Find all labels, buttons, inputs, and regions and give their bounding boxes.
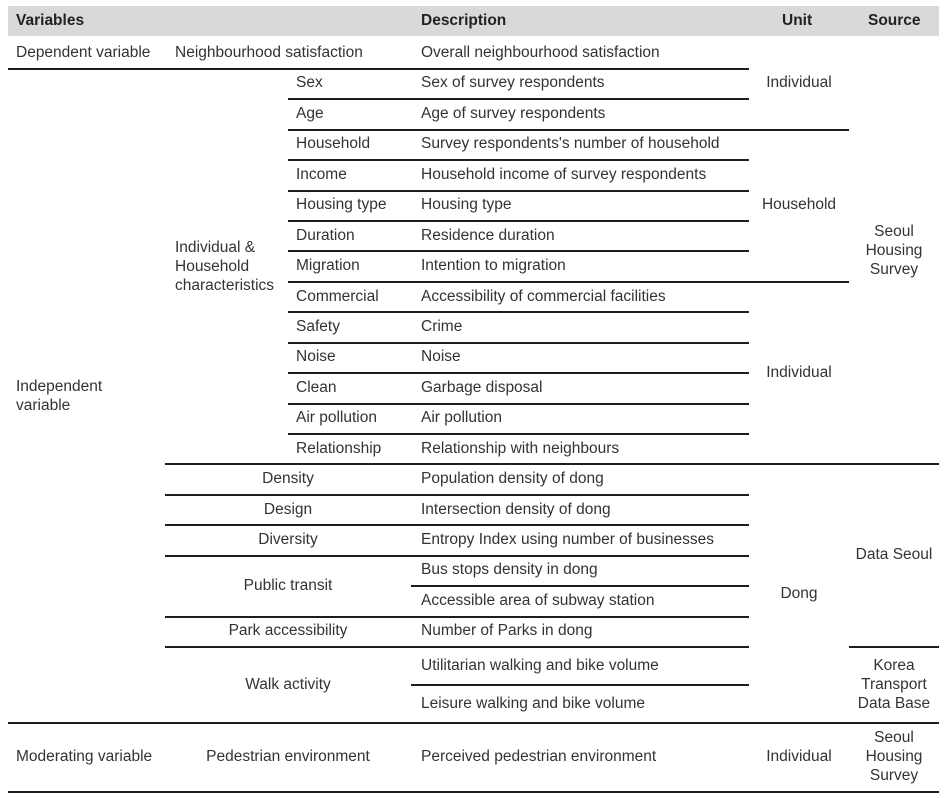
rule-line: [288, 311, 749, 313]
rule-line: [288, 403, 749, 405]
source-data-seoul: Data Seoul: [855, 546, 933, 563]
var-age: Age: [296, 105, 324, 122]
var-park-accessibility: Park accessibility: [228, 622, 348, 639]
rule-line: [8, 68, 749, 70]
var-housing-type: Housing type: [296, 196, 387, 213]
var-design: Design: [263, 501, 313, 518]
var-safety: Safety: [296, 318, 340, 335]
desc-air-pollution: Air pollution: [421, 409, 502, 426]
group-independent: Independent variable: [16, 378, 103, 414]
desc-noise: Noise: [421, 348, 461, 365]
source-line: Housing: [865, 748, 923, 765]
source-line: Survey: [869, 261, 919, 278]
desc-safety: Crime: [421, 318, 463, 335]
desc-commercial: Accessibility of commercial facilities: [421, 288, 666, 305]
var-income: Income: [296, 166, 347, 183]
var-air-pollution: Air pollution: [296, 409, 377, 426]
rule-line: [849, 646, 939, 648]
rule-line: [288, 190, 749, 192]
rule-line: [288, 159, 749, 161]
rule-line: [165, 555, 749, 557]
source-seoul-housing-top: [849, 222, 939, 279]
rule-line: [288, 98, 749, 100]
var-pedestrian-environment: Pedestrian environment: [206, 748, 370, 765]
source-line: Data Base: [857, 695, 931, 712]
var-migration: Migration: [296, 257, 360, 274]
group-moderating: Moderating variable: [16, 748, 153, 765]
unit-individual-mid: Individual: [766, 364, 832, 381]
desc-parks: Number of Parks in dong: [421, 622, 593, 639]
header-unit: Unit: [782, 12, 813, 29]
desc-diversity: Entropy Index using number of businesses: [421, 531, 714, 548]
source-line: Housing: [865, 242, 923, 259]
rule-line: [165, 616, 749, 618]
rule-line: [288, 129, 849, 131]
source-seoul-housing-bottom: [849, 728, 939, 785]
group-individual-household: Individual & Household characteristics: [175, 239, 275, 294]
var-public-transit: Public transit: [243, 577, 333, 594]
unit-individual-bottom: Individual: [766, 748, 832, 765]
rule-line: [288, 220, 749, 222]
desc-utilitarian-walk: Utilitarian walking and bike volume: [421, 657, 659, 674]
desc-income: Household income of survey respondents: [421, 166, 707, 183]
source-korea-transport: [849, 656, 939, 713]
var-clean: Clean: [296, 379, 337, 396]
desc-neighbourhood-satisfaction: Overall neighbourhood satisfaction: [421, 44, 660, 61]
var-diversity: Diversity: [258, 531, 318, 548]
rule-line: [165, 524, 749, 526]
header-variables: Variables: [16, 12, 85, 29]
desc-leisure-walk: Leisure walking and bike volume: [421, 695, 646, 712]
source-line: Seoul: [874, 223, 914, 240]
desc-bus-stops: Bus stops density in dong: [421, 561, 598, 578]
rule-line: [288, 342, 749, 344]
rule-line: [288, 250, 749, 252]
desc-age: Age of survey respondents: [421, 105, 606, 122]
rule-line: [411, 684, 749, 686]
rule-line: [411, 585, 749, 587]
header-source: Source: [868, 12, 921, 29]
source-line: Transport: [861, 676, 927, 693]
desc-migration: Intention to migration: [421, 257, 566, 274]
var-relationship: Relationship: [296, 440, 382, 457]
var-household: Household: [296, 135, 371, 152]
var-walk-activity: Walk activity: [245, 676, 331, 693]
desc-duration: Residence duration: [421, 227, 555, 244]
desc-design: Intersection density of dong: [421, 501, 611, 518]
desc-sex: Sex of survey respondents: [421, 74, 605, 91]
source-line: Survey: [869, 767, 919, 784]
unit-household: Household: [761, 196, 837, 213]
unit-individual-top: Individual: [766, 74, 832, 91]
source-line: Korea: [873, 657, 915, 674]
var-duration: Duration: [296, 227, 355, 244]
var-sex: Sex: [296, 74, 323, 91]
rule-line: [165, 646, 749, 648]
header-description: Description: [421, 12, 507, 29]
var-neighbourhood-satisfaction: Neighbourhood satisfaction: [175, 44, 363, 61]
desc-household: Survey respondents's number of household: [421, 135, 720, 152]
var-noise: Noise: [296, 348, 336, 365]
desc-density: Population density of dong: [421, 470, 604, 487]
source-line: Seoul: [874, 729, 914, 746]
desc-housing-type: Housing type: [421, 196, 512, 213]
var-commercial: Commercial: [296, 288, 379, 305]
rule-line: [8, 722, 939, 724]
rule-line: [165, 494, 749, 496]
rule-line: [288, 433, 749, 435]
group-dependent: Dependent variable: [16, 44, 151, 61]
desc-clean: Garbage disposal: [421, 379, 543, 396]
rule-line: [8, 791, 939, 793]
desc-relationship: Relationship with neighbours: [421, 440, 620, 457]
desc-pedestrian-environment: Perceived pedestrian environment: [421, 748, 657, 765]
rule-line: [288, 281, 849, 283]
rule-line: [288, 372, 749, 374]
var-density: Density: [262, 470, 314, 487]
rule-line: [165, 463, 939, 465]
desc-subway: Accessible area of subway station: [421, 592, 655, 609]
unit-dong: Dong: [780, 585, 818, 602]
